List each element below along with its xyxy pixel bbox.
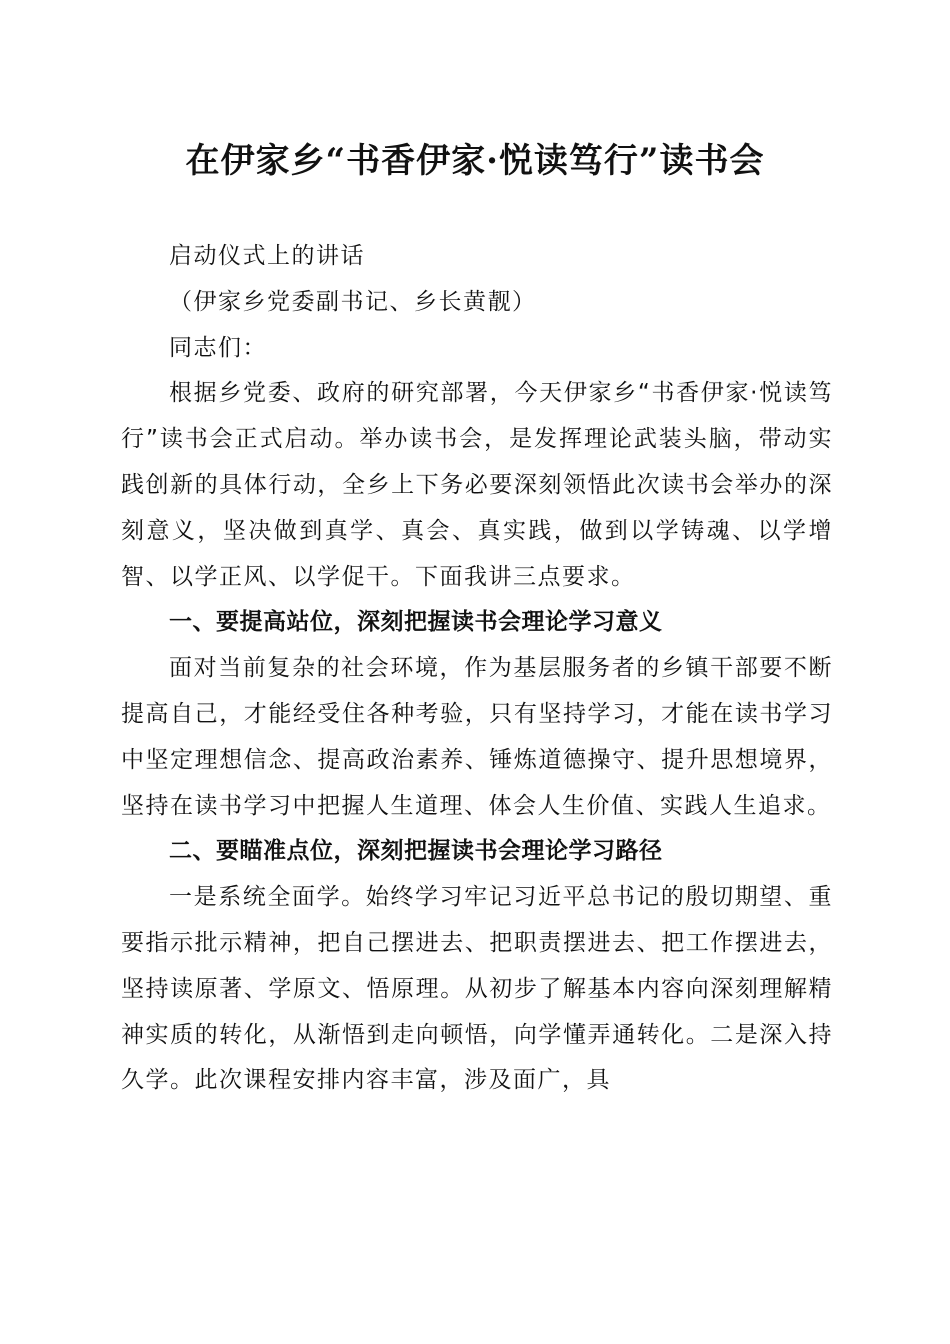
section-2-paragraph: 一是系统全面学。始终学习牢记习近平总书记的殷切期望、重要指示批示精神，把自己摆进去、把职责摆进去、把工作摆进去，坚持读原著、学原文、悟原理。从初步了解基本内容向深刻理解精神实质的转化，从渐悟到走向顿悟，向学懂弄通转化。二是深入持久学。此次课程安排内容丰富，涉及面广，具: [121, 884, 833, 1094]
section-1-heading: 一、要提高站位，深刻把握读书会理论学习意义: [169, 609, 663, 636]
section-2-heading: 二、要瞄准点位，深刻把握读书会理论学习路径: [169, 838, 663, 865]
intro-paragraph: 根据乡党委、政府的研究部署，今天伊家乡“书香伊家·悦读笃行”读书会正式启动。举办读书会，是发挥理论武装头脑，带动实践创新的具体行动，全乡上下务必要深刻领悟此次读书会举办的深刻意义，坚决做到真学、真会、真实践，做到以学铸魂、以学增智、以学正风、以学促干。下面我讲三点要求。: [121, 380, 833, 590]
document-body: [121, 234, 833, 1104]
document-title: 在伊家乡“书香伊家·悦读笃行”读书会: [185, 141, 765, 181]
section-1-paragraph: 面对当前复杂的社会环境，作为基层服务者的乡镇干部要不断提高自己，才能经受住各种考验，只有坚持学习，才能在读书学习中坚定理想信念、提高政治素养、锤炼道德操守、提升思想境界，坚持在读书学习中把握人生道理、体会人生价值、实践人生追求。: [121, 655, 833, 819]
subtitle: 启动仪式上的讲话: [169, 243, 365, 269]
speaker-line: （伊家乡党委副书记、乡长黄靓）: [169, 288, 537, 315]
salutation: 同志们：: [169, 334, 267, 361]
